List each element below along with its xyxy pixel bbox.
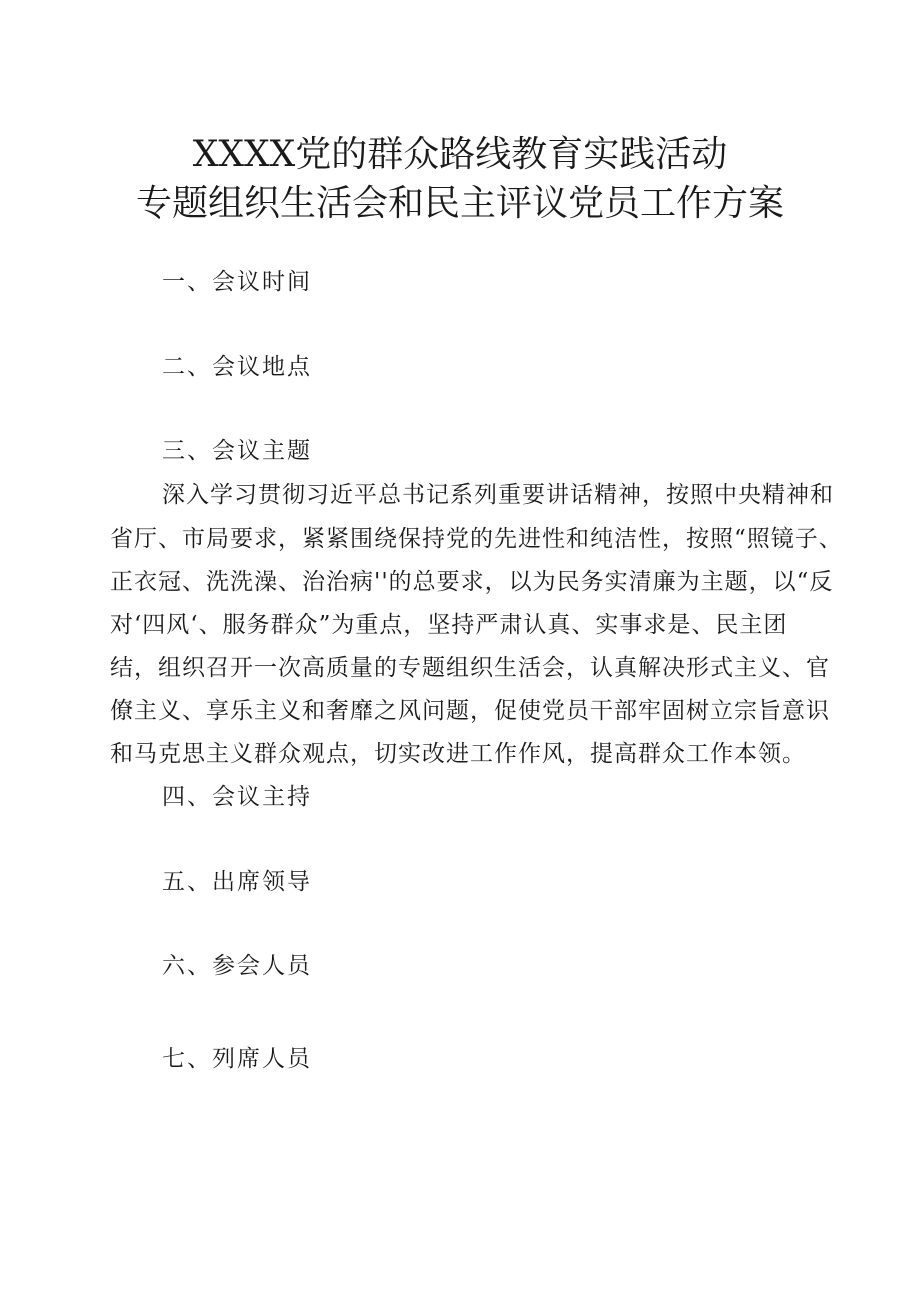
paragraph-line: 深入学习贯彻习近平总书记系列重要讲话精神，按照中央精神和 [162, 482, 834, 508]
section-heading-meeting-location: 二、会议地点 [162, 354, 312, 380]
section-heading-attending-leaders: 五、出席领导 [162, 869, 312, 895]
paragraph-line: 对‘四风‘、服务群众”为重点，坚持严肃认真、实事求是、民主团 [110, 612, 788, 638]
section-heading-meeting-time: 一、会议时间 [162, 269, 312, 295]
document-title-line-1: XXXX党的群众路线教育实践活动 [192, 134, 728, 175]
section-heading-meeting-theme: 三、会议主题 [162, 438, 312, 464]
section-heading-observers: 七、列席人员 [162, 1046, 312, 1072]
document-title-line-2: 专题组织生活会和民主评议党员工作方案 [135, 183, 784, 224]
section-heading-meeting-host: 四、会议主持 [162, 784, 312, 810]
section-heading-participants: 六、参会人员 [162, 953, 312, 979]
paragraph-line: 和马克思主义群众观点，切实改进工作作风，提高群众工作本领。 [110, 741, 806, 767]
paragraph-line: 结，组织召开一次高质量的专题组织生活会，认真解决形式主义、官 [110, 655, 830, 681]
paragraph-line: 正衣冠、洗洗澡、治治病''的总要求，以为民务实清廉为主题，以“反 [110, 569, 834, 595]
paragraph-line: 省厅、市局要求，紧紧围绕保持党的先进性和纯洁性，按照“照镜子、 [110, 526, 843, 552]
paragraph-line: 僚主义、享乐主义和奢靡之风问题，促使党员干部牢固树立宗旨意识 [110, 698, 830, 724]
